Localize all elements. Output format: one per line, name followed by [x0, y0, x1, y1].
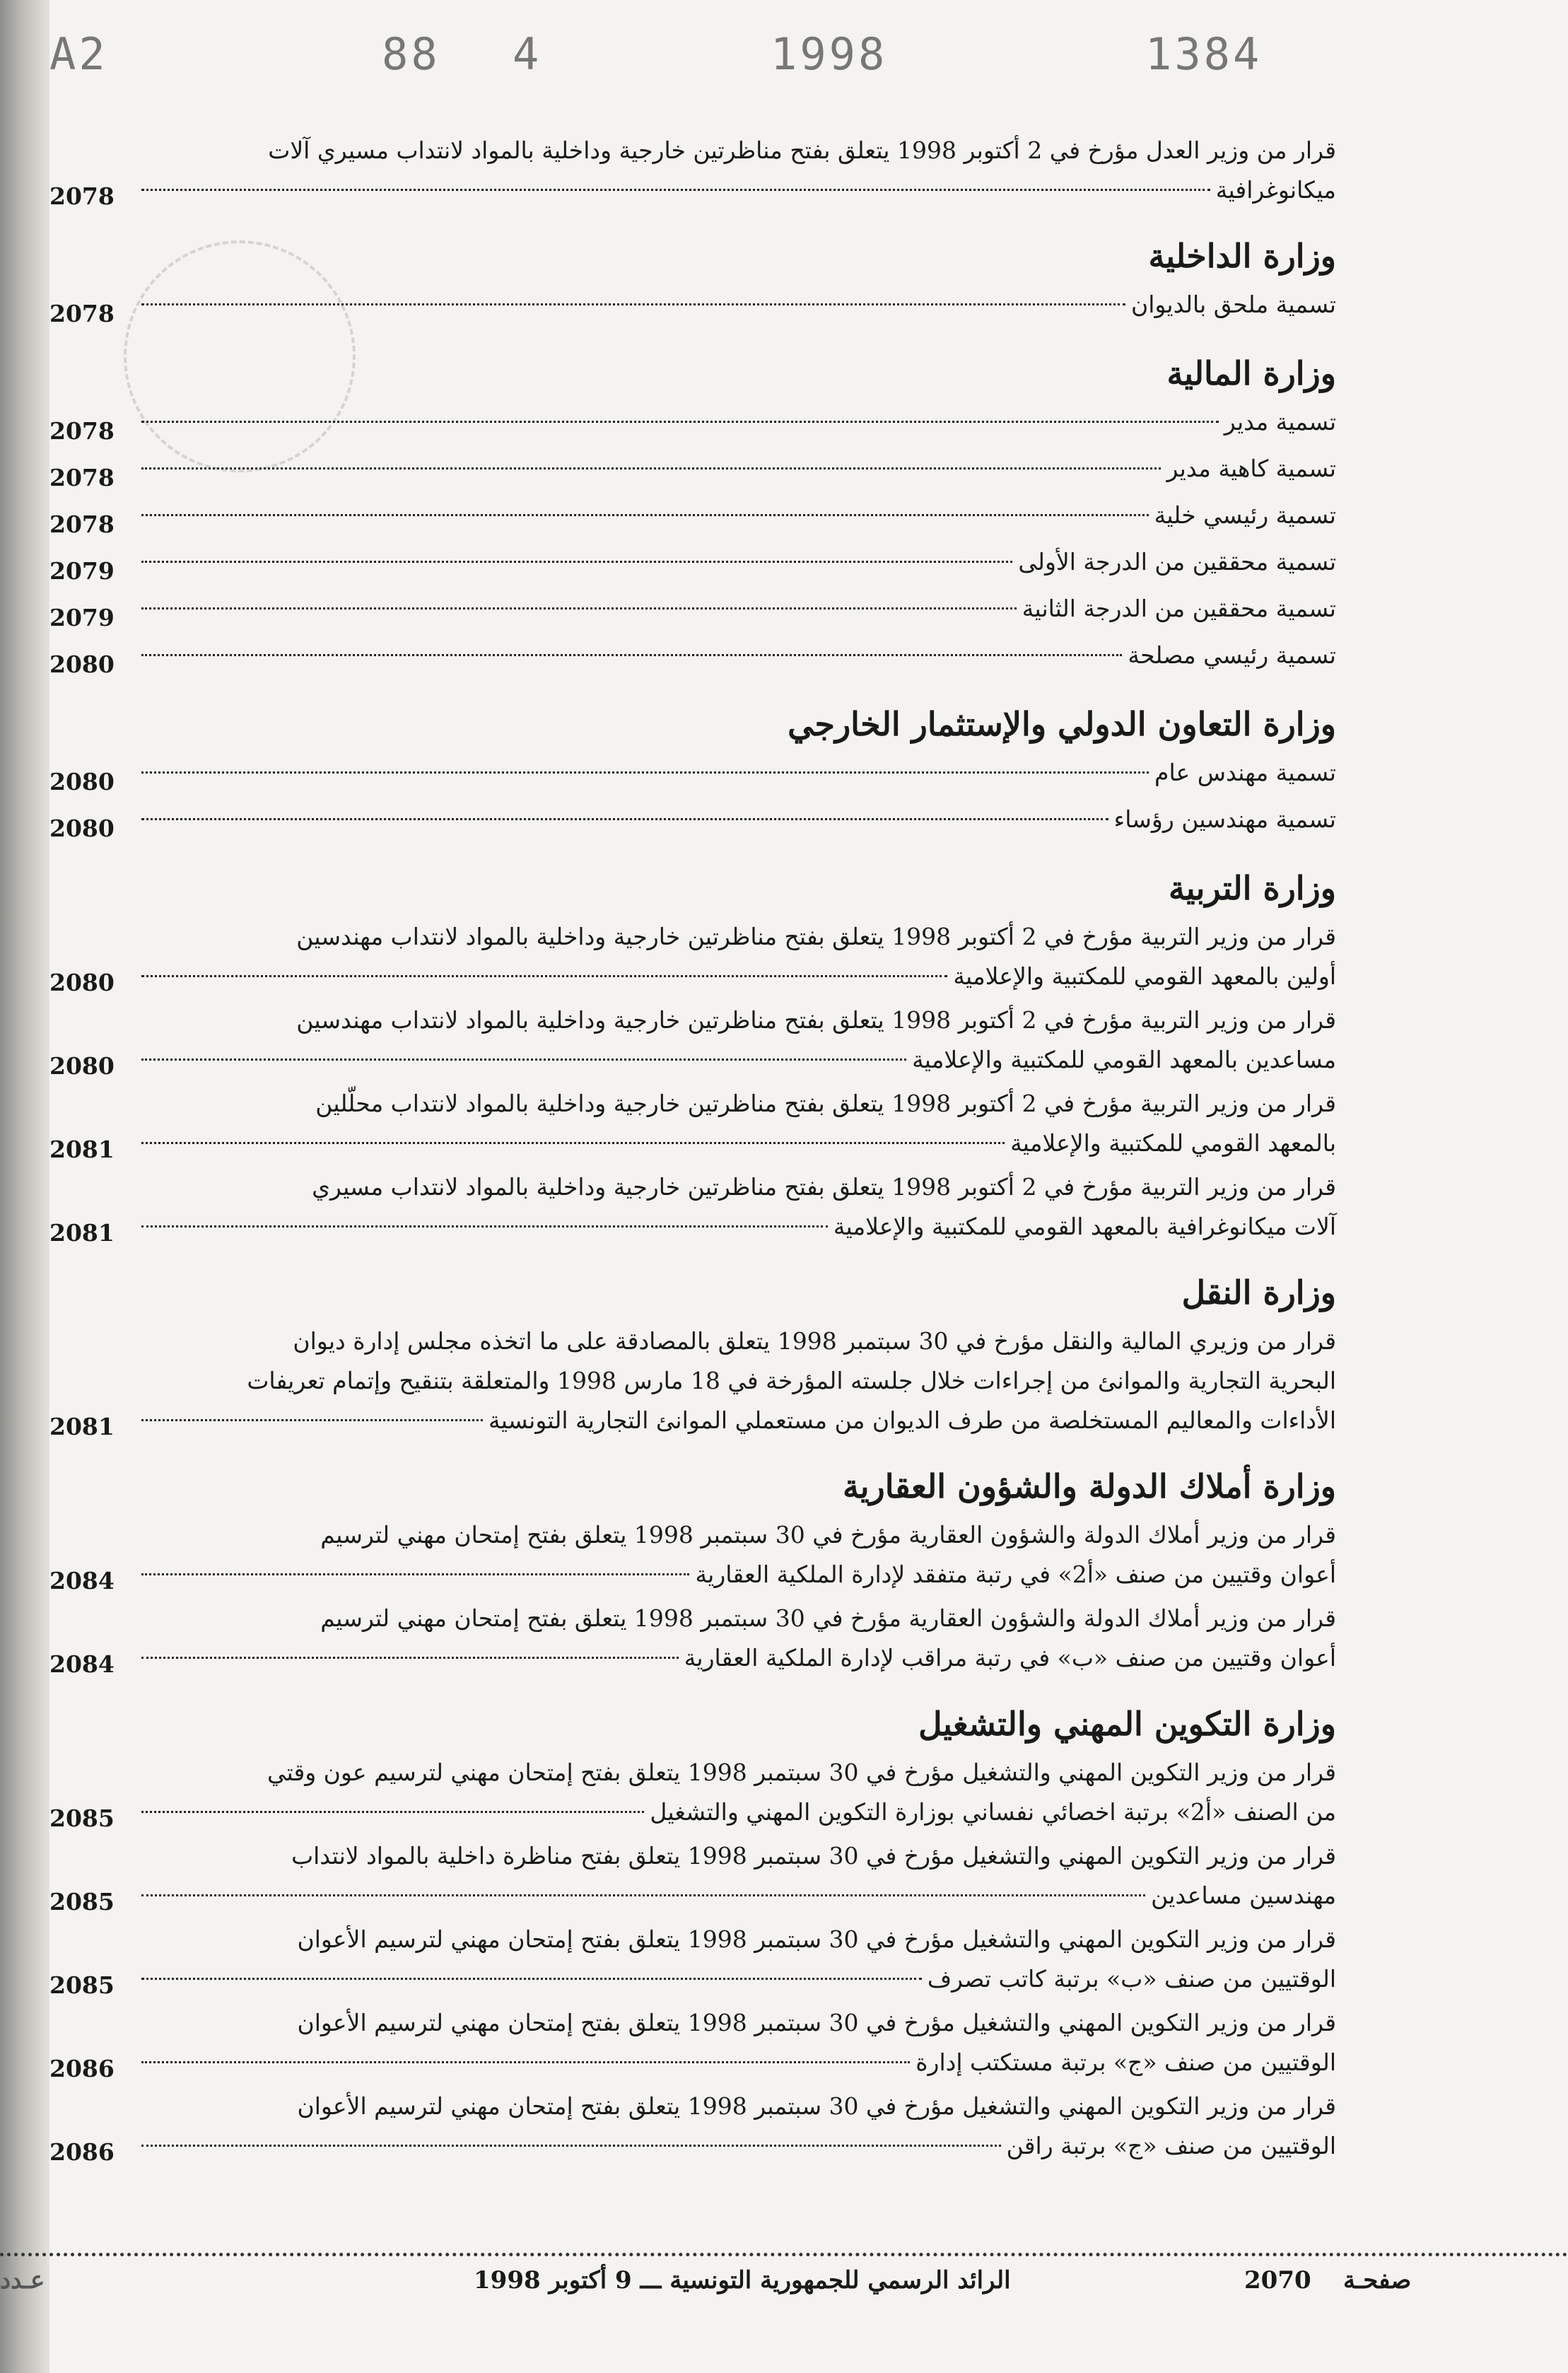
- toc-entry-line-text: قرار من وزير التكوين المهني والتشغيل مؤرخ في 30 سبتمبر 1998 يتعلق بفتح إمتحان مهني لترسيم الأعوان: [297, 1925, 1336, 1953]
- toc-entry-line-dotted: [141, 800, 1336, 839]
- toc-entry-line-text: الوقتيين من صنف «ج» برتبة مستكتب إدارة: [915, 2048, 1336, 2076]
- toc-page-number: 2080: [49, 768, 115, 795]
- toc-entry-line-text: تسمية مدير: [1224, 408, 1336, 436]
- toc-entry-line-text: ميكانوغرافية: [1215, 176, 1336, 204]
- toc-page-number: 2080: [49, 969, 115, 996]
- footer-page-label: صفحـة: [1343, 2266, 1412, 2295]
- toc-entry-line-text: من الصنف «أ2» برتبة اخصائي نفساني بوزارة التكوين المهني والتشغيل: [650, 1798, 1336, 1826]
- toc-entry: [49, 589, 1336, 636]
- toc-entry: [49, 753, 1336, 800]
- toc-entry-line-dotted: [141, 1555, 1336, 1594]
- section-heading: وزارة التعاون الدولي والإستثمار الخارجي: [788, 705, 1336, 743]
- toc-page-number: 2081: [49, 1413, 115, 1440]
- toc-entry-line-text: تسمية رئيسي مصلحة: [1128, 641, 1336, 669]
- toc-entry-text: [141, 1836, 1336, 1916]
- dot-leader: [141, 1573, 689, 1575]
- dot-leader: [141, 421, 1219, 423]
- toc-entry-text: [141, 917, 1336, 996]
- dot-leader: [141, 561, 1012, 563]
- toc-entry-line-text: قرار من وزير التكوين المهني والتشغيل مؤرخ في 30 سبتمبر 1998 يتعلق بفتح إمتحان مهني لترسيم الأعوان: [297, 2092, 1336, 2120]
- toc-page-number: 2078: [49, 300, 115, 327]
- toc-entry-line-dotted: [141, 449, 1336, 489]
- footer-divider: [0, 2253, 1568, 2256]
- toc-entry: [49, 800, 1336, 846]
- toc-entry-text: [141, 753, 1336, 793]
- section-heading: وزارة الداخلية: [1148, 237, 1336, 275]
- table-of-contents: [49, 131, 1336, 2170]
- dot-leader: [141, 654, 1122, 656]
- toc-entry-line-text: آلات ميكانوغرافية بالمعهد القومي للمكتبية والإعلامية: [833, 1213, 1336, 1240]
- toc-entry: [49, 402, 1336, 449]
- dot-leader: [141, 189, 1210, 191]
- toc-entry-line-dotted: [141, 589, 1336, 629]
- toc-entry-line-text: قرار من وزيري المالية والنقل مؤرخ في 30 سبتمبر 1998 يتعلق بالمصادقة على ما اتخذه مجلس إدارة ديوان: [293, 1327, 1336, 1355]
- page-binding-shadow: [0, 0, 49, 2373]
- toc-entry-line-text: مهندسين مساعدين: [1151, 1882, 1336, 1909]
- toc-entry-line-text: قرار من وزير التكوين المهني والتشغيل مؤرخ في 30 سبتمبر 1998 يتعلق بفتح إمتحان مهني لترسيم الأعوان: [297, 2009, 1336, 2036]
- toc-page-number: 2085: [49, 1888, 115, 1916]
- toc-entry-text: [141, 2003, 1336, 2082]
- toc-entry-text: [141, 402, 1336, 442]
- dot-leader: [141, 1142, 1005, 1144]
- toc-entry-line-text: قرار من وزير التربية مؤرخ في 2 أكتوبر 1998 يتعلق بفتح مناظرتين خارجية وداخلية بالمواد لانتداب مهندسين: [296, 923, 1336, 950]
- toc-entry-line-text: أعوان وقتيين من صنف «أ2» في رتبة متفقد لإدارة الملكية العقارية: [695, 1561, 1336, 1588]
- toc-page-number: 2081: [49, 1136, 115, 1163]
- toc-entry-line-dotted: [141, 1207, 1336, 1247]
- toc-entry: [49, 917, 1336, 1001]
- handwritten-note-mid-1: 88: [382, 28, 440, 80]
- toc-entry: [49, 131, 1336, 214]
- toc-entry-line-text: البحرية التجارية والموانئ من إجراءات خلال جلسته المؤرخة في 18 مارس 1998 والمتعلقة بتنقيح وإتمام تعريفات: [247, 1367, 1336, 1394]
- toc-entry-line-text: تسمية محققين من الدرجة الأولى: [1018, 548, 1336, 576]
- toc-entry-line-text: قرار من وزير أملاك الدولة والشؤون العقارية مؤرخ في 30 سبتمبر 1998 يتعلق بفتح إمتحان مهني لترسيم: [320, 1521, 1336, 1549]
- toc-entry-line-text: قرار من وزير التربية مؤرخ في 2 أكتوبر 1998 يتعلق بفتح مناظرتين خارجية وداخلية بالمواد لانتداب مسيري: [312, 1173, 1336, 1201]
- toc-page-number: 2085: [49, 1804, 115, 1832]
- toc-entry-line-text: الأداءات والمعاليم المستخلصة من طرف الديوان من مستعملي الموانئ التجارية التونسية: [488, 1406, 1336, 1434]
- toc-entry-text: [141, 449, 1336, 489]
- toc-entry-line-text: تسمية ملحق بالديوان: [1130, 291, 1336, 318]
- dot-leader: [141, 1811, 644, 1813]
- toc-entry: [49, 1515, 1336, 1599]
- dot-leader: [141, 1225, 828, 1228]
- dot-leader: [141, 2145, 1001, 2147]
- toc-entry-line-dotted: [141, 170, 1336, 210]
- toc-page-number: 2078: [49, 417, 115, 445]
- toc-entry-line-text: تسمية محققين من الدرجة الثانية: [1022, 595, 1336, 622]
- toc-entry-text: [141, 1322, 1336, 1440]
- toc-page-number: 2084: [49, 1650, 115, 1678]
- toc-entry-line-dotted: [141, 285, 1336, 325]
- footer-issue-fragment: عـدد: [0, 2266, 45, 2295]
- toc-entry-line-text: قرار من وزير التكوين المهني والتشغيل مؤرخ في 30 سبتمبر 1998 يتعلق بفتح إمتحان مهني لترسيم عون وقتي: [267, 1759, 1336, 1786]
- toc-entry-line-dotted: [141, 496, 1336, 535]
- toc-entry-line-dotted: [141, 1792, 1336, 1832]
- toc-entry-line-text: قرار من وزير العدل مؤرخ في 2 أكتوبر 1998 يتعلق بفتح مناظرتين خارجية وداخلية بالمواد لانتداب مسيري آلات: [268, 136, 1336, 164]
- toc-entry-line-text: مساعدين بالمعهد القومي للمكتبية والإعلامية: [912, 1046, 1336, 1073]
- footer-page-number: 2070: [1244, 2266, 1311, 2295]
- toc-entry-text: [141, 1753, 1336, 1832]
- toc-entry: [49, 1836, 1336, 1920]
- toc-entry: [49, 1084, 1336, 1167]
- toc-entry-line-dotted: [141, 753, 1336, 793]
- toc-page-number: 2086: [49, 2055, 115, 2082]
- toc-page-number: 2081: [49, 1219, 115, 1247]
- handwritten-note-mid-2: 4: [513, 28, 542, 80]
- toc-page-number: 2079: [49, 604, 115, 631]
- toc-entry-line-dotted: [141, 1401, 1336, 1440]
- toc-entry-line-text: قرار من وزير التربية مؤرخ في 2 أكتوبر 1998 يتعلق بفتح مناظرتين خارجية وداخلية بالمواد لانتداب محلّلين: [315, 1090, 1336, 1117]
- section-heading: وزارة النقل: [1181, 1273, 1336, 1312]
- dot-leader: [141, 303, 1125, 305]
- toc-entry-text: [141, 131, 1336, 210]
- toc-page-number: 2079: [49, 557, 115, 585]
- handwritten-note-right: 1384: [1145, 28, 1263, 80]
- toc-page-number: 2084: [49, 1567, 115, 1594]
- toc-entry-line-text: تسمية مهندس عام: [1154, 759, 1336, 786]
- toc-entry-text: [141, 1084, 1336, 1163]
- toc-entry-line-dotted: [141, 957, 1336, 996]
- toc-entry-line-dotted: [141, 1040, 1336, 1080]
- toc-entry: [49, 636, 1336, 682]
- toc-entry-text: [141, 1167, 1336, 1247]
- toc-entry: [49, 449, 1336, 496]
- toc-entry-line-text: الوقتيين من صنف «ج» برتبة راقن: [1006, 2132, 1336, 2159]
- toc-entry-line-text: قرار من وزير التربية مؤرخ في 2 أكتوبر 1998 يتعلق بفتح مناظرتين خارجية وداخلية بالمواد لانتداب مهندسين: [296, 1006, 1336, 1034]
- toc-entry-line-text: قرار من وزير التكوين المهني والتشغيل مؤرخ في 30 سبتمبر 1998 يتعلق بفتح مناظرة داخلية بالمواد لانتداب: [291, 1842, 1336, 1870]
- section-heading: وزارة المالية: [1166, 354, 1336, 392]
- toc-entry-text: [141, 1515, 1336, 1594]
- toc-entry-line-dotted: [141, 2126, 1336, 2166]
- toc-page-number: 2085: [49, 1971, 115, 1999]
- toc-entry-line-text: تسمية رئيسي خلية: [1154, 501, 1336, 529]
- footer-journal-title: الرائد الرسمي للجمهورية التونسية ـــ 9 أكتوبر 1998: [474, 2266, 1011, 2295]
- toc-entry-line-dotted: [141, 2043, 1336, 2082]
- toc-entry-line-text: أولين بالمعهد القومي للمكتبية والإعلامية: [953, 962, 1336, 990]
- toc-entry-line-text: تسمية مهندسين رؤساء: [1113, 805, 1336, 833]
- section-heading: وزارة التكوين المهني والتشغيل: [918, 1705, 1336, 1743]
- toc-entry: [49, 1920, 1336, 2003]
- dot-leader: [141, 818, 1108, 820]
- dot-leader: [141, 1419, 483, 1421]
- toc-entry-text: [141, 1001, 1336, 1080]
- dot-leader: [141, 1059, 906, 1061]
- toc-page-number: 2080: [49, 815, 115, 842]
- toc-entry-line-dotted: [141, 1959, 1336, 1999]
- dot-leader: [141, 2061, 910, 2063]
- toc-entry: [49, 1599, 1336, 1682]
- toc-page-number: 2078: [49, 464, 115, 491]
- dot-leader: [141, 607, 1017, 610]
- dot-leader: [141, 1978, 922, 1980]
- toc-entry-text: [141, 800, 1336, 839]
- toc-entry: [49, 1753, 1336, 1836]
- toc-entry-text: [141, 636, 1336, 675]
- toc-entry-line-text: تسمية كاهية مدير: [1166, 455, 1336, 482]
- toc-page-number: 2080: [49, 1052, 115, 1080]
- toc-entry-line-dotted: [141, 636, 1336, 675]
- toc-entry-text: [141, 285, 1336, 325]
- toc-entry-line-dotted: [141, 1638, 1336, 1678]
- toc-page-number: 2078: [49, 511, 115, 538]
- toc-entry-text: [141, 542, 1336, 582]
- toc-entry-line-text: الوقتيين من صنف «ب» برتبة كاتب تصرف: [927, 1965, 1336, 1993]
- toc-entry-text: [141, 2087, 1336, 2166]
- toc-entry-line-dotted: [141, 1124, 1336, 1163]
- handwritten-note-year: 1998: [771, 28, 888, 80]
- toc-entry: [49, 2003, 1336, 2087]
- toc-entry: [49, 1167, 1336, 1251]
- toc-entry-line-text: بالمعهد القومي للمكتبية والإعلامية: [1010, 1129, 1336, 1157]
- toc-entry: [49, 542, 1336, 589]
- dot-leader: [141, 771, 1149, 774]
- toc-entry: [49, 1322, 1336, 1445]
- toc-page-number: 2078: [49, 182, 115, 210]
- toc-entry: [49, 2087, 1336, 2170]
- toc-page-number: 2080: [49, 651, 115, 678]
- toc-entry-line-dotted: [141, 402, 1336, 442]
- toc-page-number: 2086: [49, 2138, 115, 2166]
- dot-leader: [141, 1894, 1145, 1896]
- toc-entry-line-dotted: [141, 1876, 1336, 1916]
- handwritten-note-left: A2: [49, 28, 108, 80]
- dot-leader: [141, 467, 1161, 470]
- toc-entry-line-text: أعوان وقتيين من صنف «ب» في رتبة مراقب لإدارة الملكية العقارية: [684, 1644, 1336, 1672]
- toc-entry-line-text: قرار من وزير أملاك الدولة والشؤون العقارية مؤرخ في 30 سبتمبر 1998 يتعلق بفتح إمتحان مهني لترسيم: [320, 1604, 1336, 1632]
- dot-leader: [141, 975, 947, 977]
- toc-entry: [49, 496, 1336, 542]
- toc-entry-line-dotted: [141, 542, 1336, 582]
- toc-entry-text: [141, 1599, 1336, 1678]
- section-heading: وزارة التربية: [1169, 869, 1336, 907]
- dot-leader: [141, 514, 1149, 516]
- toc-entry: [49, 1001, 1336, 1084]
- section-heading: وزارة أملاك الدولة والشؤون العقارية: [843, 1467, 1336, 1505]
- toc-entry-text: [141, 1920, 1336, 1999]
- toc-entry: [49, 285, 1336, 332]
- toc-entry-text: [141, 589, 1336, 629]
- toc-entry-text: [141, 496, 1336, 535]
- dot-leader: [141, 1657, 679, 1659]
